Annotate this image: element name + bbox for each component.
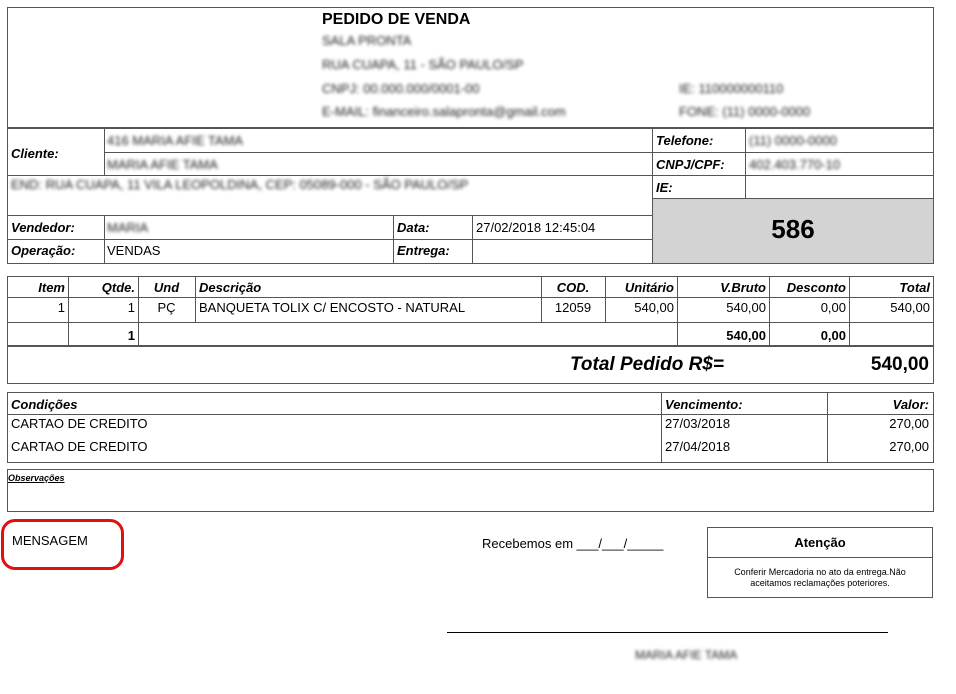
valor-cell: 270,00 <box>889 439 929 454</box>
divider <box>745 128 746 198</box>
divider <box>7 322 934 323</box>
divider <box>652 152 934 153</box>
total-qtde: 1 <box>127 328 135 343</box>
col-header-total: Total <box>899 280 930 295</box>
recebemos-text: Recebemos em ___/___/_____ <box>482 536 664 551</box>
table-cell-und: PÇ <box>157 300 176 315</box>
valor-cell: 270,00 <box>889 416 929 431</box>
divider <box>195 276 196 322</box>
cliente-label: Cliente: <box>11 146 59 161</box>
table-cell-cod: 12059 <box>554 300 592 315</box>
col-header-desconto: Desconto <box>786 280 846 295</box>
document-title: PEDIDO DE VENDA <box>322 11 471 28</box>
table-cell-unitario: 540,00 <box>634 300 674 315</box>
ie-label: IE: <box>656 180 673 195</box>
col-header-qtde: Qtde. <box>101 280 135 295</box>
condicoes-header: Condições <box>11 397 78 412</box>
vendedor-value: MARIA <box>107 220 149 235</box>
data-label: Data: <box>397 220 430 235</box>
col-header-und: Und <box>153 280 180 295</box>
table-cell-descricao: BANQUETA TOLIX C/ ENCOSTO - NATURAL <box>199 300 466 315</box>
divider <box>661 392 662 463</box>
company-cnpj: CNPJ: 00.000.000/0001-00 <box>322 81 480 96</box>
operacao-label: Operação: <box>11 243 76 258</box>
table-cell-total: 540,00 <box>890 300 930 315</box>
total-pedido-box <box>7 346 934 384</box>
cliente-name: MARIA AFIE TAMA <box>107 157 218 172</box>
telefone-label: Telefone: <box>656 133 714 148</box>
divider <box>393 215 394 264</box>
col-header-unitario: Unitário <box>624 280 674 295</box>
table-cell-qtde: 1 <box>127 300 135 315</box>
company-ie: IE: 110000000110 <box>679 81 784 96</box>
total-vbruto: 540,00 <box>726 328 766 343</box>
observacoes-box <box>7 469 934 512</box>
divider <box>707 557 933 558</box>
condicao-cell: CARTAO DE CREDITO <box>11 416 148 431</box>
mensagem-text: MENSAGEM <box>12 533 88 548</box>
order-number: 586 <box>771 214 815 244</box>
company-name: SALA PRONTA <box>322 33 412 48</box>
divider <box>652 128 653 198</box>
col-header-vbruto: V.Bruto <box>720 280 766 295</box>
cnpj-value: 402.403.770-10 <box>749 157 841 172</box>
col-header-descricao: Descrição <box>199 280 262 295</box>
atencao-title: Atenção <box>794 535 846 550</box>
condicao-cell: CARTAO DE CREDITO <box>11 439 148 454</box>
table-cell-vbruto: 540,00 <box>726 300 766 315</box>
col-header-cod: COD. <box>556 280 590 295</box>
divider <box>7 175 652 176</box>
company-address: RUA CUAPA, 11 - SÃO PAULO/SP <box>322 57 524 72</box>
divider <box>7 297 934 298</box>
endereco: END: RUA CUAPA, 11 VILA LEOPOLDINA, CEP: 05089-000 - SÃO PAULO/SP <box>11 177 469 192</box>
divider <box>7 414 934 415</box>
cliente-code: 416 MARIA AFIE TAMA <box>107 133 244 148</box>
entrega-label: Entrega: <box>397 243 450 258</box>
col-header-item: Item <box>38 280 65 295</box>
vencimento-cell: 27/04/2018 <box>665 439 731 454</box>
total-pedido-value: 540,00 <box>870 354 929 375</box>
table-cell-item: 1 <box>57 300 65 315</box>
observacoes-label: Observações <box>8 473 65 483</box>
valor-header: Valor: <box>892 397 929 412</box>
operacao-value: VENDAS <box>107 243 161 258</box>
vencimento-cell: 27/03/2018 <box>665 416 731 431</box>
cnpj-label: CNPJ/CPF: <box>656 157 725 172</box>
total-desconto: 0,00 <box>820 328 846 343</box>
divider <box>652 175 934 176</box>
atencao-text: Conferir Mercadoria no ato da entrega.Não aceitamos reclamações poteriores. <box>734 567 906 588</box>
telefone-value: (11) 0000-0000 <box>749 133 837 148</box>
divider <box>472 215 473 264</box>
vendedor-label: Vendedor: <box>11 220 75 235</box>
signature-line <box>447 632 888 633</box>
signature-name: MARIA AFIE TAMA <box>635 648 738 662</box>
company-email: E-MAIL: financeiro.salapronta@gmail.com <box>322 104 566 119</box>
vencimento-header: Vencimento: <box>665 397 743 412</box>
divider <box>104 215 105 264</box>
data-value: 27/02/2018 12:45:04 <box>476 220 596 235</box>
total-pedido-label: Total Pedido R$= <box>570 354 724 375</box>
company-phone: FONE: (11) 0000-0000 <box>679 104 811 119</box>
divider <box>104 152 652 153</box>
table-cell-desconto: 0,00 <box>820 300 846 315</box>
